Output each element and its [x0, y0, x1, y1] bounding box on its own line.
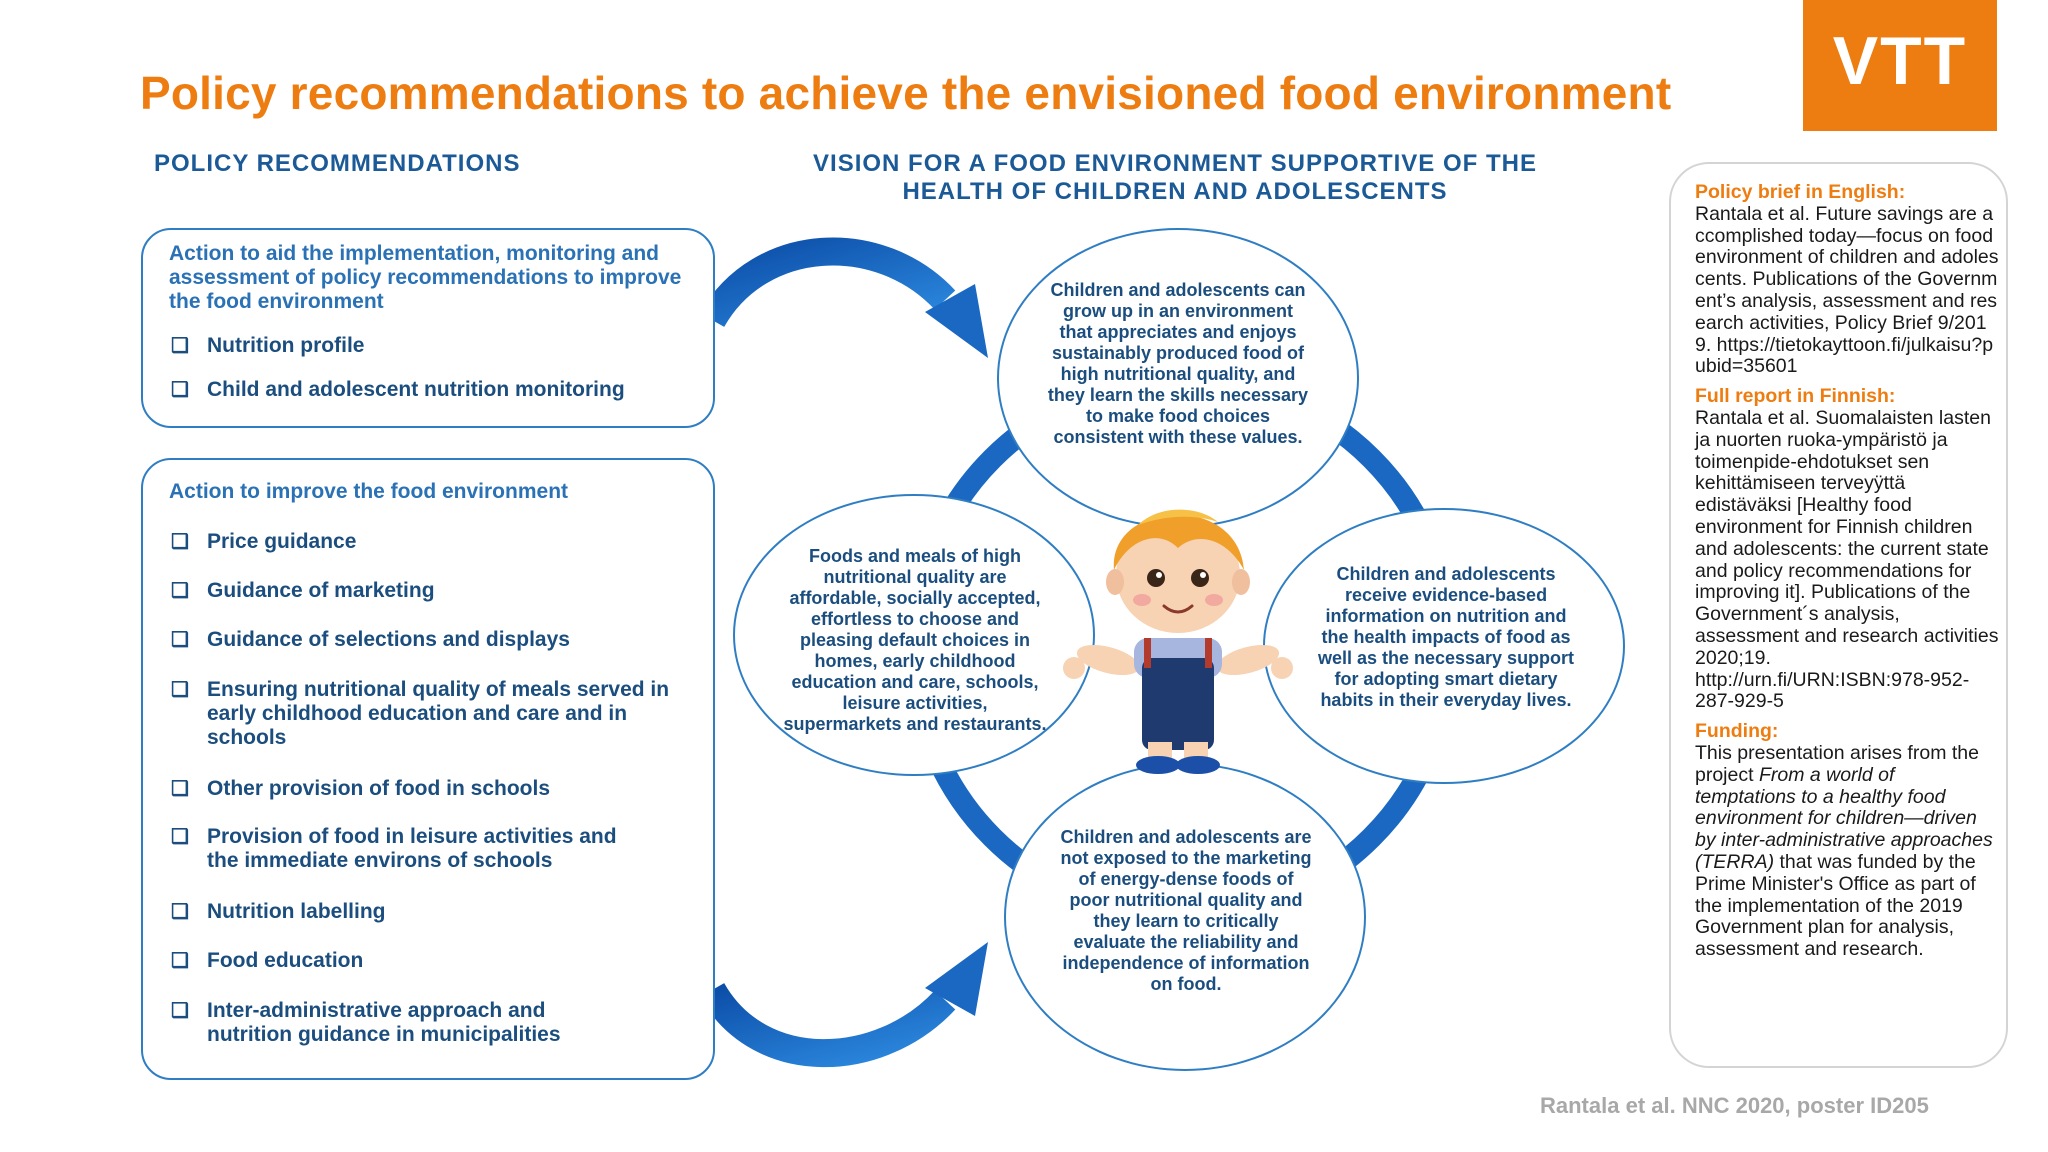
funding-heading: Funding: [1695, 720, 1779, 743]
english-brief-text: Rantala et al. Future savings are accomplished today—focus on food environment of children and adolescents. Publications of the Government’s analysis, assessment and research activities, Policy Brief 9/2019. https://tietokayttoon.fi/julkaisu?pubid=35601 [1695, 202, 1999, 378]
list-item: ❑ Provision of food in leisure activities and the immediate environs of schools [171, 825, 617, 872]
vision-left-text: Foods and meals of high nutritional quality are affordable, socially accepted, effortless to choose and pleasing default choices in homes, early childhood education and care, schools, leisure activities, supermarkets and restaurants. [783, 546, 1047, 734]
checkbox-icon: ❑ [171, 826, 189, 848]
vision-circle-bottom [1004, 763, 1366, 1071]
arrow-top-left [712, 251, 945, 320]
checkbox-icon: ❑ [171, 379, 189, 401]
box2-heading: Action to improve the food environment [169, 480, 569, 503]
page-title: Policy recommendations to achieve the envisioned food environment [140, 67, 1672, 119]
english-brief-heading: Policy brief in English: [1695, 181, 1906, 203]
vision-header: VISION FOR A FOOD ENVIRONMENT SUPPORTIVE OF THE HEALTH OF CHILDREN AND ADOLESCENTS [813, 150, 1537, 205]
checkbox-icon: ❑ [171, 629, 189, 651]
checkbox-icon: ❑ [171, 580, 189, 602]
list-item-nutrition-monitoring: ❑ Child and adolescent nutrition monitoring [171, 378, 625, 401]
policy-recommendations-header: POLICY RECOMMENDATIONS [154, 150, 521, 177]
list-item: ❑ Food education [171, 949, 364, 972]
checkbox-icon: ❑ [171, 1000, 189, 1022]
checkbox-icon: ❑ [171, 901, 189, 923]
checkbox-icon: ❑ [171, 335, 189, 357]
food-environment-action-box [141, 458, 715, 1080]
list-item: ❑ Other provision of food in schools [171, 777, 551, 800]
list-item: ❑ Ensuring nutritional quality of meals served in early childhood education and care and in schools [171, 678, 670, 749]
list-item-nutrition-profile: ❑ Nutrition profile [171, 334, 365, 357]
list-item: ❑ Inter-administrative approach and nutrition guidance in municipalities [171, 999, 561, 1046]
vision-right-text: Children and adolescents receive evidence-based information on nutrition and the health impacts of food as well as the necessary support for adopting smart dietary habits in their everyday lives. [1317, 564, 1575, 710]
finnish-report-heading: Full report in Finnish: [1695, 385, 1896, 408]
vision-circle-right [1263, 508, 1625, 784]
list-item: ❑ Price guidance [171, 530, 357, 553]
poster-citation: Rantala et al. NNC 2020, poster ID205 [1540, 1093, 1929, 1118]
funding-text: This presentation arises from the project From a world of temptations to a healthy food environment for children—driven by inter-administrative approaches (TERRA) that was funded by the Prime Minister's Office as part of the implementation of the 2019 Government plan for analysis, assessment and research. [1695, 741, 1993, 961]
checkbox-icon: ❑ [171, 778, 189, 800]
implementation-action-box [141, 228, 715, 428]
vision-bottom-text: Children and adolescents are not exposed to the marketing of energy-dense foods of poor nutritional quality and they learn to critically evaluate the reliability and independence of information on food. [1060, 827, 1312, 994]
vision-circle-top [997, 228, 1359, 528]
vision-top-text: Children and adolescents can grow up in an environment that appreciates and enjoys sustainably produced food of high nutritional quality, and they learn the skills necessary to make food choices consistent with these values. [1047, 280, 1309, 447]
checkbox-icon: ❑ [171, 679, 189, 701]
vision-circle-left [733, 494, 1095, 776]
list-item: ❑ Nutrition labelling [171, 900, 386, 923]
checkbox-icon: ❑ [171, 950, 189, 972]
project-name: From a world of temptations to a healthy food environment for children—driven by inter-administrative approaches (TERRA) [1695, 763, 1993, 873]
finnish-report-text: Rantala et al. Suomalaisten lasten ja nuorten ruoka-ympäristö ja toimenpide-ehdotukset sen kehittämiseen terveyÿttä edistäväksi [Healthy food environment for Finnish children and adolescents: the current state and policy recommendations for improving it]. Publications of the Government´s analysis, assessment and research activities 2020;19. http://urn.fi/URN:ISBN:978-952-287-929-5 [1695, 406, 1999, 713]
arrow-bottom-left [712, 990, 945, 1053]
references-content [1695, 182, 2000, 961]
logo-text: VTT [1832, 23, 1968, 99]
checkbox-icon: ❑ [171, 531, 189, 553]
references-panel [1669, 162, 2008, 1068]
list-item: ❑ Guidance of marketing [171, 579, 435, 602]
list-item: ❑ Guidance of selections and displays [171, 628, 570, 651]
box1-heading: Action to aid the implementation, monitoring and assessment of policy recommendations to improve the food environment [169, 242, 682, 313]
